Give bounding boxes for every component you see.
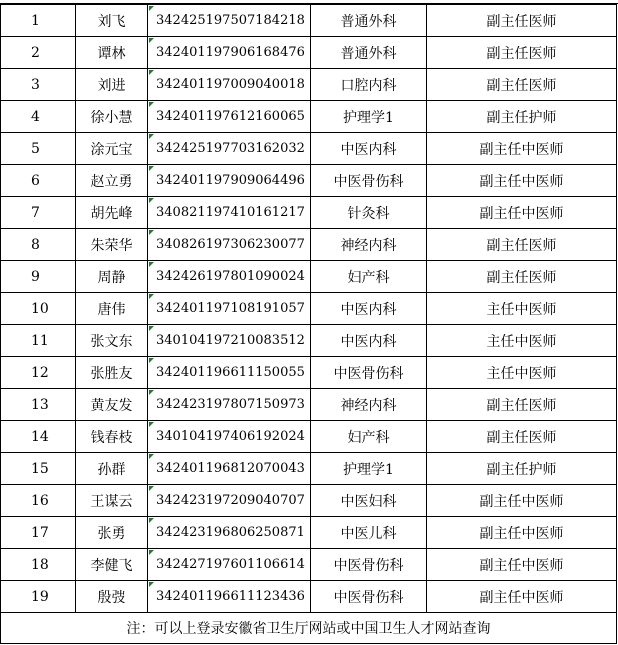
- cell-department[interactable]: 中医内科: [311, 325, 427, 357]
- note-row: [1, 613, 617, 644]
- table-row: [1, 517, 617, 549]
- table-row: [1, 261, 617, 293]
- cell-department[interactable]: 神经内科: [311, 229, 427, 261]
- cell-name[interactable]: 刘进: [76, 69, 148, 101]
- cell-department[interactable]: 中医妇科: [311, 485, 427, 517]
- cell-department[interactable]: 中医骨伤科: [311, 357, 427, 389]
- cell-id-number[interactable]: 342423196806250871: [148, 517, 311, 549]
- cell-title[interactable]: 副主任中医师: [427, 197, 617, 229]
- table-row: [1, 293, 617, 325]
- cell-title[interactable]: 副主任中医师: [427, 485, 617, 517]
- cell-department[interactable]: 中医儿科: [311, 517, 427, 549]
- cell-title[interactable]: 副主任护师: [427, 453, 617, 485]
- cell-department[interactable]: 中医内科: [311, 293, 427, 325]
- cell-title[interactable]: 主任中医师: [427, 293, 617, 325]
- cell-id-number[interactable]: 342401196611123436: [148, 581, 311, 613]
- cell-title[interactable]: 主任中医师: [427, 325, 617, 357]
- cell-department[interactable]: 护理学1: [311, 101, 427, 133]
- cell-number[interactable]: 7: [1, 197, 76, 229]
- cell-number[interactable]: 10: [1, 293, 76, 325]
- cell-title[interactable]: 副主任中医师: [427, 549, 617, 581]
- cell-name[interactable]: 胡先峰: [76, 197, 148, 229]
- cell-id-number[interactable]: 342423197807150973: [148, 389, 311, 421]
- cell-name[interactable]: 赵立勇: [76, 165, 148, 197]
- cell-department[interactable]: 妇产科: [311, 421, 427, 453]
- cell-name[interactable]: 殷弢: [76, 581, 148, 613]
- cell-id-number[interactable]: 342401196611150055: [148, 357, 311, 389]
- table-row: [1, 485, 617, 517]
- cell-name[interactable]: 唐伟: [76, 293, 148, 325]
- results-table: [0, 4, 617, 644]
- cell-department[interactable]: 针灸科: [311, 197, 427, 229]
- cell-title[interactable]: 副主任医师: [427, 5, 617, 37]
- cell-id-number[interactable]: 342401197612160065: [148, 101, 311, 133]
- table-row: [1, 197, 617, 229]
- table-row: [1, 581, 617, 613]
- cell-number[interactable]: 15: [1, 453, 76, 485]
- cell-name[interactable]: 张文东: [76, 325, 148, 357]
- table-row: [1, 389, 617, 421]
- cell-title[interactable]: 主任中医师: [427, 357, 617, 389]
- cell-number[interactable]: 14: [1, 421, 76, 453]
- cell-name[interactable]: 王谋云: [76, 485, 148, 517]
- cell-name[interactable]: 钱春枝: [76, 421, 148, 453]
- cell-id-number[interactable]: 342401197906168476: [148, 37, 311, 69]
- cell-number[interactable]: 17: [1, 517, 76, 549]
- table-row: [1, 421, 617, 453]
- cell-number[interactable]: 3: [1, 69, 76, 101]
- cell-number[interactable]: 4: [1, 101, 76, 133]
- cell-title[interactable]: 副主任中医师: [427, 133, 617, 165]
- cell-id-number[interactable]: 342423197209040707: [148, 485, 311, 517]
- cell-department[interactable]: 中医骨伤科: [311, 165, 427, 197]
- cell-department[interactable]: 口腔内科: [311, 69, 427, 101]
- cell-id-number[interactable]: 342401197009040018: [148, 69, 311, 101]
- cell-number[interactable]: 2: [1, 37, 76, 69]
- cell-name[interactable]: 徐小慧: [76, 101, 148, 133]
- cell-id-number[interactable]: 340104197210083512: [148, 325, 311, 357]
- cell-id-number[interactable]: 340821197410161217: [148, 197, 311, 229]
- cell-name[interactable]: 张胜友: [76, 357, 148, 389]
- cell-id-number[interactable]: 342401197108191057: [148, 293, 311, 325]
- cell-title[interactable]: 副主任医师: [427, 389, 617, 421]
- cell-number[interactable]: 13: [1, 389, 76, 421]
- cell-department[interactable]: 妇产科: [311, 261, 427, 293]
- cell-number[interactable]: 8: [1, 229, 76, 261]
- cell-name[interactable]: 周静: [76, 261, 148, 293]
- cell-name[interactable]: 孙群: [76, 453, 148, 485]
- cell-number[interactable]: 16: [1, 485, 76, 517]
- cell-id-number[interactable]: 342425197507184218: [148, 5, 311, 37]
- table-row: [1, 133, 617, 165]
- cell-number[interactable]: 5: [1, 133, 76, 165]
- cell-number[interactable]: 19: [1, 581, 76, 613]
- cell-title[interactable]: 副主任医师: [427, 69, 617, 101]
- cell-name[interactable]: 李健飞: [76, 549, 148, 581]
- table-body: [1, 5, 617, 613]
- cell-title[interactable]: 副主任医师: [427, 229, 617, 261]
- cell-number[interactable]: 1: [1, 5, 76, 37]
- table-row: [1, 229, 617, 261]
- cell-title[interactable]: 副主任医师: [427, 421, 617, 453]
- cell-id-number[interactable]: 342425197703162032: [148, 133, 311, 165]
- cell-title[interactable]: 副主任中医师: [427, 165, 617, 197]
- cell-title[interactable]: 副主任护师: [427, 101, 617, 133]
- cell-id-number[interactable]: 340826197306230077: [148, 229, 311, 261]
- cell-department[interactable]: 中医骨伤科: [311, 581, 427, 613]
- cell-name[interactable]: 朱荣华: [76, 229, 148, 261]
- table-row: [1, 549, 617, 581]
- cell-name[interactable]: 涂元宝: [76, 133, 148, 165]
- cell-id-number[interactable]: 342426197801090024: [148, 261, 311, 293]
- cell-title[interactable]: 副主任医师: [427, 37, 617, 69]
- cell-number[interactable]: 18: [1, 549, 76, 581]
- cell-title[interactable]: 副主任中医师: [427, 581, 617, 613]
- table-row: [1, 101, 617, 133]
- table-row: [1, 325, 617, 357]
- cell-id-number[interactable]: 342427197601106614: [148, 549, 311, 581]
- table-row: [1, 5, 617, 37]
- cell-title[interactable]: 副主任医师: [427, 261, 617, 293]
- cell-name[interactable]: 刘飞: [76, 5, 148, 37]
- table-row: [1, 37, 617, 69]
- cell-number[interactable]: 12: [1, 357, 76, 389]
- table-row: [1, 453, 617, 485]
- cell-number[interactable]: 9: [1, 261, 76, 293]
- cell-department[interactable]: 神经内科: [311, 389, 427, 421]
- cell-department[interactable]: 护理学1: [311, 453, 427, 485]
- cell-department[interactable]: 普通外科: [311, 5, 427, 37]
- cell-number[interactable]: 6: [1, 165, 76, 197]
- note-cell[interactable]: 注：可以上登录安徽省卫生厅网站或中国卫生人才网站查询: [1, 613, 617, 644]
- cell-number[interactable]: 11: [1, 325, 76, 357]
- cell-name[interactable]: 黄友发: [76, 389, 148, 421]
- cell-department[interactable]: 普通外科: [311, 37, 427, 69]
- table-row: [1, 357, 617, 389]
- table-row: [1, 69, 617, 101]
- cell-title[interactable]: 副主任中医师: [427, 517, 617, 549]
- cell-id-number[interactable]: 342401196812070043: [148, 453, 311, 485]
- cell-department[interactable]: 中医骨伤科: [311, 549, 427, 581]
- cell-name[interactable]: 张勇: [76, 517, 148, 549]
- cell-id-number[interactable]: 342401197909064496: [148, 165, 311, 197]
- cell-id-number[interactable]: 340104197406192024: [148, 421, 311, 453]
- cell-name[interactable]: 谭林: [76, 37, 148, 69]
- table-row: [1, 165, 617, 197]
- cell-department[interactable]: 中医内科: [311, 133, 427, 165]
